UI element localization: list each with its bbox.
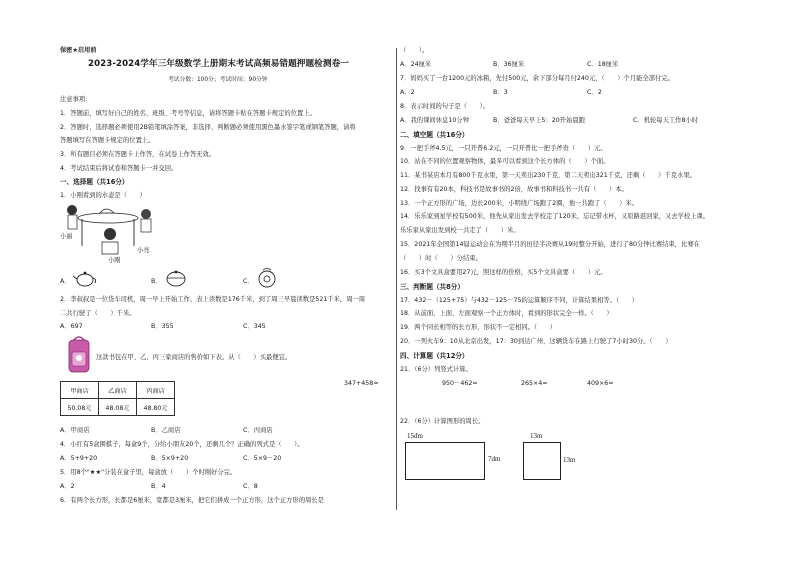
kettle-side-icon [72,268,98,288]
q1-option-a[interactable]: A． [60,278,71,285]
fill-question: 13．一个正方形的广场，边长200米，小明绕广场跑了2圈，他一共跑了（ ）米。 [400,200,639,207]
question-5-text: 5．用8个"★★"分装在盒子里，每盒放（ ）个时刚好分完。 [60,469,237,476]
q3-option-a[interactable]: A．甲商店 [60,427,90,434]
q3-option-b[interactable]: B．乙商店 [151,427,181,434]
note-item: 1．答题前，填写好自己的姓名、班级、考号等信息，请将答题卡贴在答题卡规定的位置上。 [60,110,316,117]
confidential-label: 保密★启用前 [60,47,97,54]
q1-option-c[interactable]: C． [243,278,254,285]
table-header-bing: 丙商店 [137,382,175,399]
judge-question: 19．两个同长相等的长方形，形状不一定相同。（ ） [400,324,556,331]
question-1-text: 1．小刚看到的水壶是（ ） [60,192,146,199]
judge-question: 18．从前面、上面、左面观察一个正方体时，看到的形状完全一样。（ ） [400,310,613,317]
q8-option-a[interactable]: A．我的课间休息10分钟 [400,117,469,124]
fill-question: 14．乐乐家到星学校有500米，他先从家出发去学校走了120米，忘记带水杯，又原路返回家，又去学校上课。 [400,213,710,220]
fill-question: 15．2021年全国第14届运动会在为期半月的田径半决赛从19时整分开始，进行了80分钟比赛结束，比赛在 [400,241,700,248]
section-heading-calc: 四、计算题（共12分） [400,352,469,360]
judge-question: 17．432－（125+75）与432－125－75的运算顺序不同，计算结果相等。（ ） [400,297,638,304]
question-7-text: 7．妈妈买了一台1200元的冰箱，先付500元，余下部分每月付240元，（ ）个月能全部付完。 [400,75,674,82]
label-xiaoliang: 小亮 [137,247,150,254]
square-top-label: 13m [530,432,543,440]
fill-question: 16．买3个文具盒要用27元，照这样的价格，买5个文具盒要（ ）元。 [400,269,607,276]
q7-option-b[interactable]: B．3 [493,89,508,96]
judge-question: 20．一列火车9：10从北京出发，17：30到达广州，这辆货车在路上行驶了7小时30分。（ ） [400,338,672,345]
table-cell-yi: 48.08元 [99,399,137,416]
calc-item: 950－462= [442,380,478,387]
q5-option-a[interactable]: A．2 [60,483,75,490]
calc-item: 265×4= [521,380,548,387]
table-header-jia: 甲商店 [61,382,99,399]
table-cell-jia: 50.08元 [61,399,99,416]
q8-option-c[interactable]: C．机轮每天工作8小时 [633,117,699,124]
kettle-back-icon [163,268,189,288]
page-title: 2023-2024学年三年级数学上册期末考试高频易错题押题检测卷一 [88,59,349,69]
note-item: 答题填写在答题卡规定的位置上。 [60,137,155,144]
question-22-text: 22．（6分）计算图形的周长。 [400,418,485,425]
fill-question: 10．站在不同的位置观察物体，最多可以看到这个长方体的（ ）个面。 [400,158,610,165]
label-xiaoli: 小丽 [60,233,73,240]
table-cell-bing: 48.80元 [137,399,175,416]
question-8-text: 8．表示时间的句子是（ ）。 [400,103,490,110]
q6-option-b[interactable]: B．36厘米 [493,61,525,68]
note-item: 2．答题时，选择题必须使用2B铅笔填涂答案，非选择、判断题必须使用黑色墨水签字笔或钢笔答题，请将 [60,124,356,131]
fill-question: （ ）时（ ）分结束。 [400,255,482,262]
label-xiaogang: 小刚 [108,257,121,264]
question-6-text: 6．有两个长方形，长都是6厘米，宽都是3厘米，把它们拼成一个正方形，这个正方形的周长是 [60,497,324,504]
fill-question: 11．某书某店本月有800千克水果，第一天卖出230千克，第二天卖出321千克，还剩（ ）千克水果。 [400,172,696,179]
question-2-line2: 二共行驶了（ ）千米。 [60,310,136,317]
note-item: 4．考试结束后将试卷和答题卡一并交回。 [60,165,178,172]
fill-question: 9．一把手斧4.5元，一只开普6.2元，一只开普比一把手斧贵（ ）元。 [400,145,607,152]
section-heading-choice: 一、选择题（共16分） [60,178,129,186]
question-4-text: 4．小红有5盒围棋子，每盒9个，分给小朋友20个，还剩几个？正确的列式是（ ）。 [60,441,304,448]
q4-option-c[interactable]: C．5×9－20 [243,455,282,462]
notes-heading: 注意事项： [60,96,92,103]
q1-option-b[interactable]: B． [151,278,162,285]
q6-option-a[interactable]: A．24厘米 [400,61,432,68]
q5-option-b[interactable]: B．4 [151,483,166,490]
square-side-label: 13m [563,456,576,464]
q5-option-c[interactable]: C．8 [243,483,258,490]
question-3-text: 这款书包在甲、乙、丙三家商店的售价如下表。从（ ）买最便宜。 [96,354,292,361]
rectangle-shape [405,442,485,480]
q2-option-b[interactable]: B．355 [151,323,174,330]
price-table [60,381,175,416]
q3-option-c[interactable]: C．丙商店 [243,427,273,434]
q7-option-a[interactable]: A．2 [400,89,415,96]
square-shape [523,442,561,480]
q2-option-c[interactable]: C．345 [243,323,266,330]
backpack-illustration [66,334,92,374]
fill-question: 12．找事有有20本，科技书是故事书的2倍，故事书和科技书一共有（ ）本。 [400,186,628,193]
section-heading-judge: 三、判断题（共8分） [400,283,464,291]
question-21-text: 21．（6分）列竖式计算。 [400,366,472,373]
calc-item: 409×6= [587,380,614,387]
note-item: 3．所有题目必须在答题卡上作答，在试卷上作答无效。 [60,151,216,158]
q7-option-c[interactable]: C．2 [587,89,602,96]
question-6-continued: （ ）。 [400,47,429,54]
q4-option-a[interactable]: A．5+9+20 [60,455,98,462]
section-heading-fill: 二、填空题（共16分） [400,131,469,139]
column-divider [396,48,397,510]
calc-item: 347+458= [344,380,379,387]
table-header-yi: 乙商店 [99,382,137,399]
rect-height-label: 7dm [488,455,501,463]
q4-option-b[interactable]: B．5×9+20 [151,455,189,462]
question-2-line1: 2．李叔叔是一位货车司机，周一早上开始工作，表上读数是176千米，到了周三早晨读数是521千米，周一周 [60,296,366,303]
rect-width-label: 15dm [407,432,423,440]
q2-option-a[interactable]: A．697 [60,323,83,330]
q6-option-c[interactable]: C．18厘米 [587,61,619,68]
kettle-top-icon [254,267,280,289]
fill-question: 乐乐家从家出发到校一共走了（ ）米。 [400,227,520,234]
exam-info: 考试分数：100分；考试时间：90分钟 [168,77,268,83]
q8-option-b[interactable]: B．爸爸每天早上5：20开始晨跑 [493,117,585,124]
